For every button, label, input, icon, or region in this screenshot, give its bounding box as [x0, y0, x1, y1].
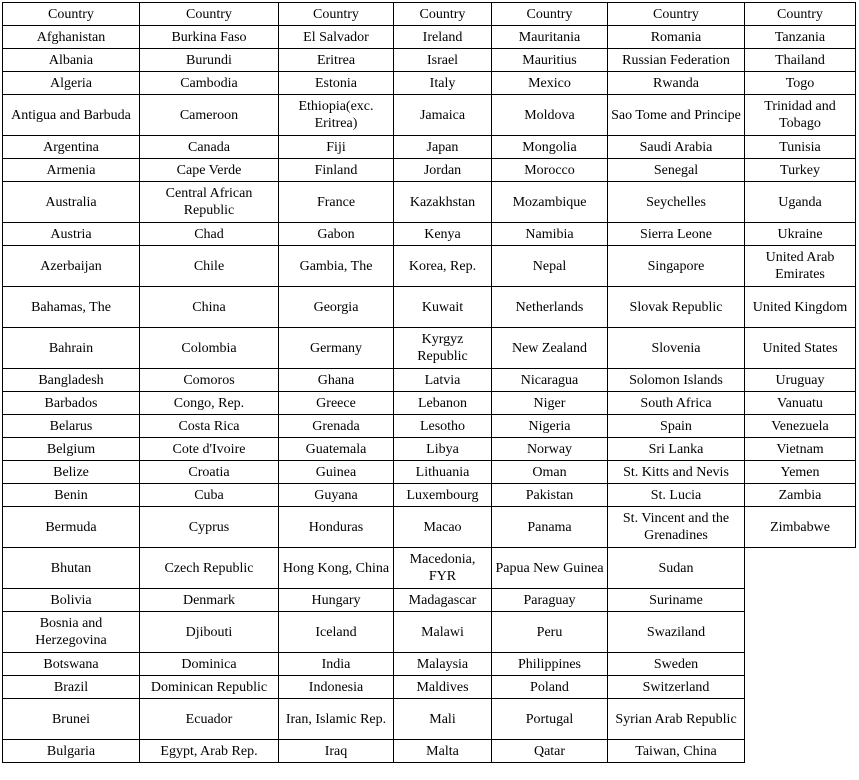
- country-cell: Fiji: [279, 136, 394, 159]
- country-cell: Iraq: [279, 740, 394, 763]
- country-cell: Bolivia: [3, 589, 140, 612]
- country-cell: Tanzania: [745, 26, 856, 49]
- country-cell: Cambodia: [140, 72, 279, 95]
- country-cell: Zambia: [745, 484, 856, 507]
- country-cell: Belize: [3, 461, 140, 484]
- country-cell: Zimbabwe: [745, 507, 856, 548]
- country-cell: Bermuda: [3, 507, 140, 548]
- table-row: [3, 72, 856, 95]
- country-cell: Qatar: [492, 740, 608, 763]
- country-cell: Cape Verde: [140, 159, 279, 182]
- country-cell: Gambia, The: [279, 246, 394, 287]
- country-cell: Iceland: [279, 612, 394, 653]
- country-table: [2, 2, 856, 763]
- country-cell: Canada: [140, 136, 279, 159]
- table-row: [3, 461, 856, 484]
- country-cell: Namibia: [492, 223, 608, 246]
- empty-cell: [745, 653, 856, 676]
- country-cell: Lithuania: [394, 461, 492, 484]
- country-cell: Jordan: [394, 159, 492, 182]
- country-cell: Niger: [492, 392, 608, 415]
- country-cell: Korea, Rep.: [394, 246, 492, 287]
- country-cell: Kazakhstan: [394, 182, 492, 223]
- country-cell: Tunisia: [745, 136, 856, 159]
- country-cell: Malawi: [394, 612, 492, 653]
- country-cell: Egypt, Arab Rep.: [140, 740, 279, 763]
- country-cell: Bulgaria: [3, 740, 140, 763]
- country-cell: St. Kitts and Nevis: [608, 461, 745, 484]
- country-cell: Armenia: [3, 159, 140, 182]
- table-row: [3, 548, 856, 589]
- country-cell: Peru: [492, 612, 608, 653]
- country-cell: Cote d'Ivoire: [140, 438, 279, 461]
- country-cell: Senegal: [608, 159, 745, 182]
- country-cell: Yemen: [745, 461, 856, 484]
- country-cell: Germany: [279, 328, 394, 369]
- country-cell: Austria: [3, 223, 140, 246]
- country-cell: Mexico: [492, 72, 608, 95]
- table-row: [3, 484, 856, 507]
- country-cell: Maldives: [394, 676, 492, 699]
- country-cell: Bahrain: [3, 328, 140, 369]
- country-cell: Cameroon: [140, 95, 279, 136]
- country-cell: St. Lucia: [608, 484, 745, 507]
- country-cell: Panama: [492, 507, 608, 548]
- country-cell: Costa Rica: [140, 415, 279, 438]
- country-cell: Ecuador: [140, 699, 279, 740]
- country-cell: Algeria: [3, 72, 140, 95]
- table-row: [3, 95, 856, 136]
- country-cell: Dominican Republic: [140, 676, 279, 699]
- country-cell: Libya: [394, 438, 492, 461]
- country-cell: Macedonia, FYR: [394, 548, 492, 589]
- country-cell: United Kingdom: [745, 287, 856, 328]
- country-cell: Mauritius: [492, 49, 608, 72]
- header-row: [3, 3, 856, 26]
- country-cell: Singapore: [608, 246, 745, 287]
- country-cell: Croatia: [140, 461, 279, 484]
- country-cell: Bosnia and Herzegovina: [3, 612, 140, 653]
- country-cell: Honduras: [279, 507, 394, 548]
- country-cell: Syrian Arab Republic: [608, 699, 745, 740]
- country-cell: Slovenia: [608, 328, 745, 369]
- country-cell: Chile: [140, 246, 279, 287]
- country-cell: United Arab Emirates: [745, 246, 856, 287]
- country-cell: Ukraine: [745, 223, 856, 246]
- country-cell: Sri Lanka: [608, 438, 745, 461]
- header-cell-country: Country: [745, 3, 856, 26]
- country-cell: Afghanistan: [3, 26, 140, 49]
- table-row: [3, 589, 856, 612]
- table-row: [3, 49, 856, 72]
- country-cell: Georgia: [279, 287, 394, 328]
- country-cell: Malta: [394, 740, 492, 763]
- country-cell: Belarus: [3, 415, 140, 438]
- country-cell: Bahamas, The: [3, 287, 140, 328]
- country-cell: New Zealand: [492, 328, 608, 369]
- country-cell: Burundi: [140, 49, 279, 72]
- country-cell: Albania: [3, 49, 140, 72]
- country-cell: Indonesia: [279, 676, 394, 699]
- country-cell: Saudi Arabia: [608, 136, 745, 159]
- country-cell: Bhutan: [3, 548, 140, 589]
- country-cell: Estonia: [279, 72, 394, 95]
- country-cell: Colombia: [140, 328, 279, 369]
- country-cell: Ghana: [279, 369, 394, 392]
- country-cell: Brunei: [3, 699, 140, 740]
- country-cell: Mozambique: [492, 182, 608, 223]
- country-cell: Cuba: [140, 484, 279, 507]
- table-row: [3, 246, 856, 287]
- table-row: [3, 369, 856, 392]
- country-cell: Australia: [3, 182, 140, 223]
- country-cell: Antigua and Barbuda: [3, 95, 140, 136]
- country-cell: Comoros: [140, 369, 279, 392]
- country-cell: Brazil: [3, 676, 140, 699]
- country-cell: United States: [745, 328, 856, 369]
- country-cell: Togo: [745, 72, 856, 95]
- country-cell: Mali: [394, 699, 492, 740]
- country-cell: Vanuatu: [745, 392, 856, 415]
- country-cell: Guyana: [279, 484, 394, 507]
- table-row: [3, 392, 856, 415]
- header-cell-country: Country: [279, 3, 394, 26]
- country-cell: China: [140, 287, 279, 328]
- country-cell: France: [279, 182, 394, 223]
- table-row: [3, 612, 856, 653]
- country-cell: Turkey: [745, 159, 856, 182]
- header-cell-country: Country: [3, 3, 140, 26]
- country-cell: Guinea: [279, 461, 394, 484]
- country-cell: El Salvador: [279, 26, 394, 49]
- country-cell: Grenada: [279, 415, 394, 438]
- country-cell: Taiwan, China: [608, 740, 745, 763]
- country-cell: Paraguay: [492, 589, 608, 612]
- empty-cell: [745, 699, 856, 740]
- country-cell: Sweden: [608, 653, 745, 676]
- country-cell: Thailand: [745, 49, 856, 72]
- table-row: [3, 438, 856, 461]
- country-cell: Kyrgyz Republic: [394, 328, 492, 369]
- country-cell: Suriname: [608, 589, 745, 612]
- country-cell: Netherlands: [492, 287, 608, 328]
- country-cell: Kuwait: [394, 287, 492, 328]
- country-cell: Slovak Republic: [608, 287, 745, 328]
- country-cell: Uruguay: [745, 369, 856, 392]
- country-cell: India: [279, 653, 394, 676]
- country-cell: Pakistan: [492, 484, 608, 507]
- country-cell: Finland: [279, 159, 394, 182]
- table-row: [3, 699, 856, 740]
- country-cell: Italy: [394, 72, 492, 95]
- country-cell: Portugal: [492, 699, 608, 740]
- country-cell: Djibouti: [140, 612, 279, 653]
- country-cell: Azerbaijan: [3, 246, 140, 287]
- country-cell: Botswana: [3, 653, 140, 676]
- empty-cell: [745, 612, 856, 653]
- country-cell: Kenya: [394, 223, 492, 246]
- country-cell: Luxembourg: [394, 484, 492, 507]
- country-cell: Japan: [394, 136, 492, 159]
- country-cell: Mongolia: [492, 136, 608, 159]
- country-cell: Lebanon: [394, 392, 492, 415]
- country-cell: Russian Federation: [608, 49, 745, 72]
- country-cell: Sierra Leone: [608, 223, 745, 246]
- country-cell: Benin: [3, 484, 140, 507]
- country-cell: Papua New Guinea: [492, 548, 608, 589]
- country-cell: Spain: [608, 415, 745, 438]
- country-cell: Jamaica: [394, 95, 492, 136]
- country-cell: Trinidad and Tobago: [745, 95, 856, 136]
- table-row: [3, 507, 856, 548]
- country-cell: Nigeria: [492, 415, 608, 438]
- country-cell: Madagascar: [394, 589, 492, 612]
- header-cell-country: Country: [140, 3, 279, 26]
- country-cell: Venezuela: [745, 415, 856, 438]
- country-cell: Latvia: [394, 369, 492, 392]
- country-cell: Uganda: [745, 182, 856, 223]
- country-cell: Belgium: [3, 438, 140, 461]
- table-row: [3, 740, 856, 763]
- country-cell: Czech Republic: [140, 548, 279, 589]
- country-cell: Solomon Islands: [608, 369, 745, 392]
- country-cell: Central African Republic: [140, 182, 279, 223]
- country-cell: South Africa: [608, 392, 745, 415]
- header-cell-country: Country: [394, 3, 492, 26]
- country-cell: Poland: [492, 676, 608, 699]
- country-cell: Israel: [394, 49, 492, 72]
- table-row: [3, 26, 856, 49]
- empty-cell: [745, 589, 856, 612]
- country-cell: Gabon: [279, 223, 394, 246]
- table-row: [3, 136, 856, 159]
- country-cell: Eritrea: [279, 49, 394, 72]
- table-row: [3, 653, 856, 676]
- header-cell-country: Country: [608, 3, 745, 26]
- table-row: [3, 159, 856, 182]
- table-row: [3, 223, 856, 246]
- country-cell: Romania: [608, 26, 745, 49]
- country-cell: Denmark: [140, 589, 279, 612]
- country-cell: Congo, Rep.: [140, 392, 279, 415]
- empty-cell: [745, 548, 856, 589]
- table-row: [3, 328, 856, 369]
- country-cell: Moldova: [492, 95, 608, 136]
- table-row: [3, 182, 856, 223]
- country-cell: Hungary: [279, 589, 394, 612]
- country-cell: Sao Tome and Principe: [608, 95, 745, 136]
- country-cell: Macao: [394, 507, 492, 548]
- country-cell: Cyprus: [140, 507, 279, 548]
- country-cell: Iran, Islamic Rep.: [279, 699, 394, 740]
- country-cell: Nicaragua: [492, 369, 608, 392]
- country-cell: Malaysia: [394, 653, 492, 676]
- country-cell: Bangladesh: [3, 369, 140, 392]
- table-row: [3, 415, 856, 438]
- country-cell: Argentina: [3, 136, 140, 159]
- country-cell: Vietnam: [745, 438, 856, 461]
- empty-cell: [745, 740, 856, 763]
- country-cell: Lesotho: [394, 415, 492, 438]
- country-cell: Chad: [140, 223, 279, 246]
- country-cell: Seychelles: [608, 182, 745, 223]
- country-cell: St. Vincent and the Grenadines: [608, 507, 745, 548]
- country-cell: Oman: [492, 461, 608, 484]
- country-cell: Ireland: [394, 26, 492, 49]
- header-cell-country: Country: [492, 3, 608, 26]
- country-cell: Swaziland: [608, 612, 745, 653]
- country-cell: Morocco: [492, 159, 608, 182]
- country-cell: Switzerland: [608, 676, 745, 699]
- table-row: [3, 287, 856, 328]
- country-cell: Dominica: [140, 653, 279, 676]
- country-cell: Mauritania: [492, 26, 608, 49]
- country-cell: Barbados: [3, 392, 140, 415]
- country-cell: Nepal: [492, 246, 608, 287]
- country-cell: Greece: [279, 392, 394, 415]
- country-cell: Guatemala: [279, 438, 394, 461]
- empty-cell: [745, 676, 856, 699]
- table-row: [3, 676, 856, 699]
- country-cell: Norway: [492, 438, 608, 461]
- country-cell: Philippines: [492, 653, 608, 676]
- country-cell: Burkina Faso: [140, 26, 279, 49]
- country-cell: Sudan: [608, 548, 745, 589]
- country-cell: Rwanda: [608, 72, 745, 95]
- country-cell: Ethiopia(exc. Eritrea): [279, 95, 394, 136]
- country-cell: Hong Kong, China: [279, 548, 394, 589]
